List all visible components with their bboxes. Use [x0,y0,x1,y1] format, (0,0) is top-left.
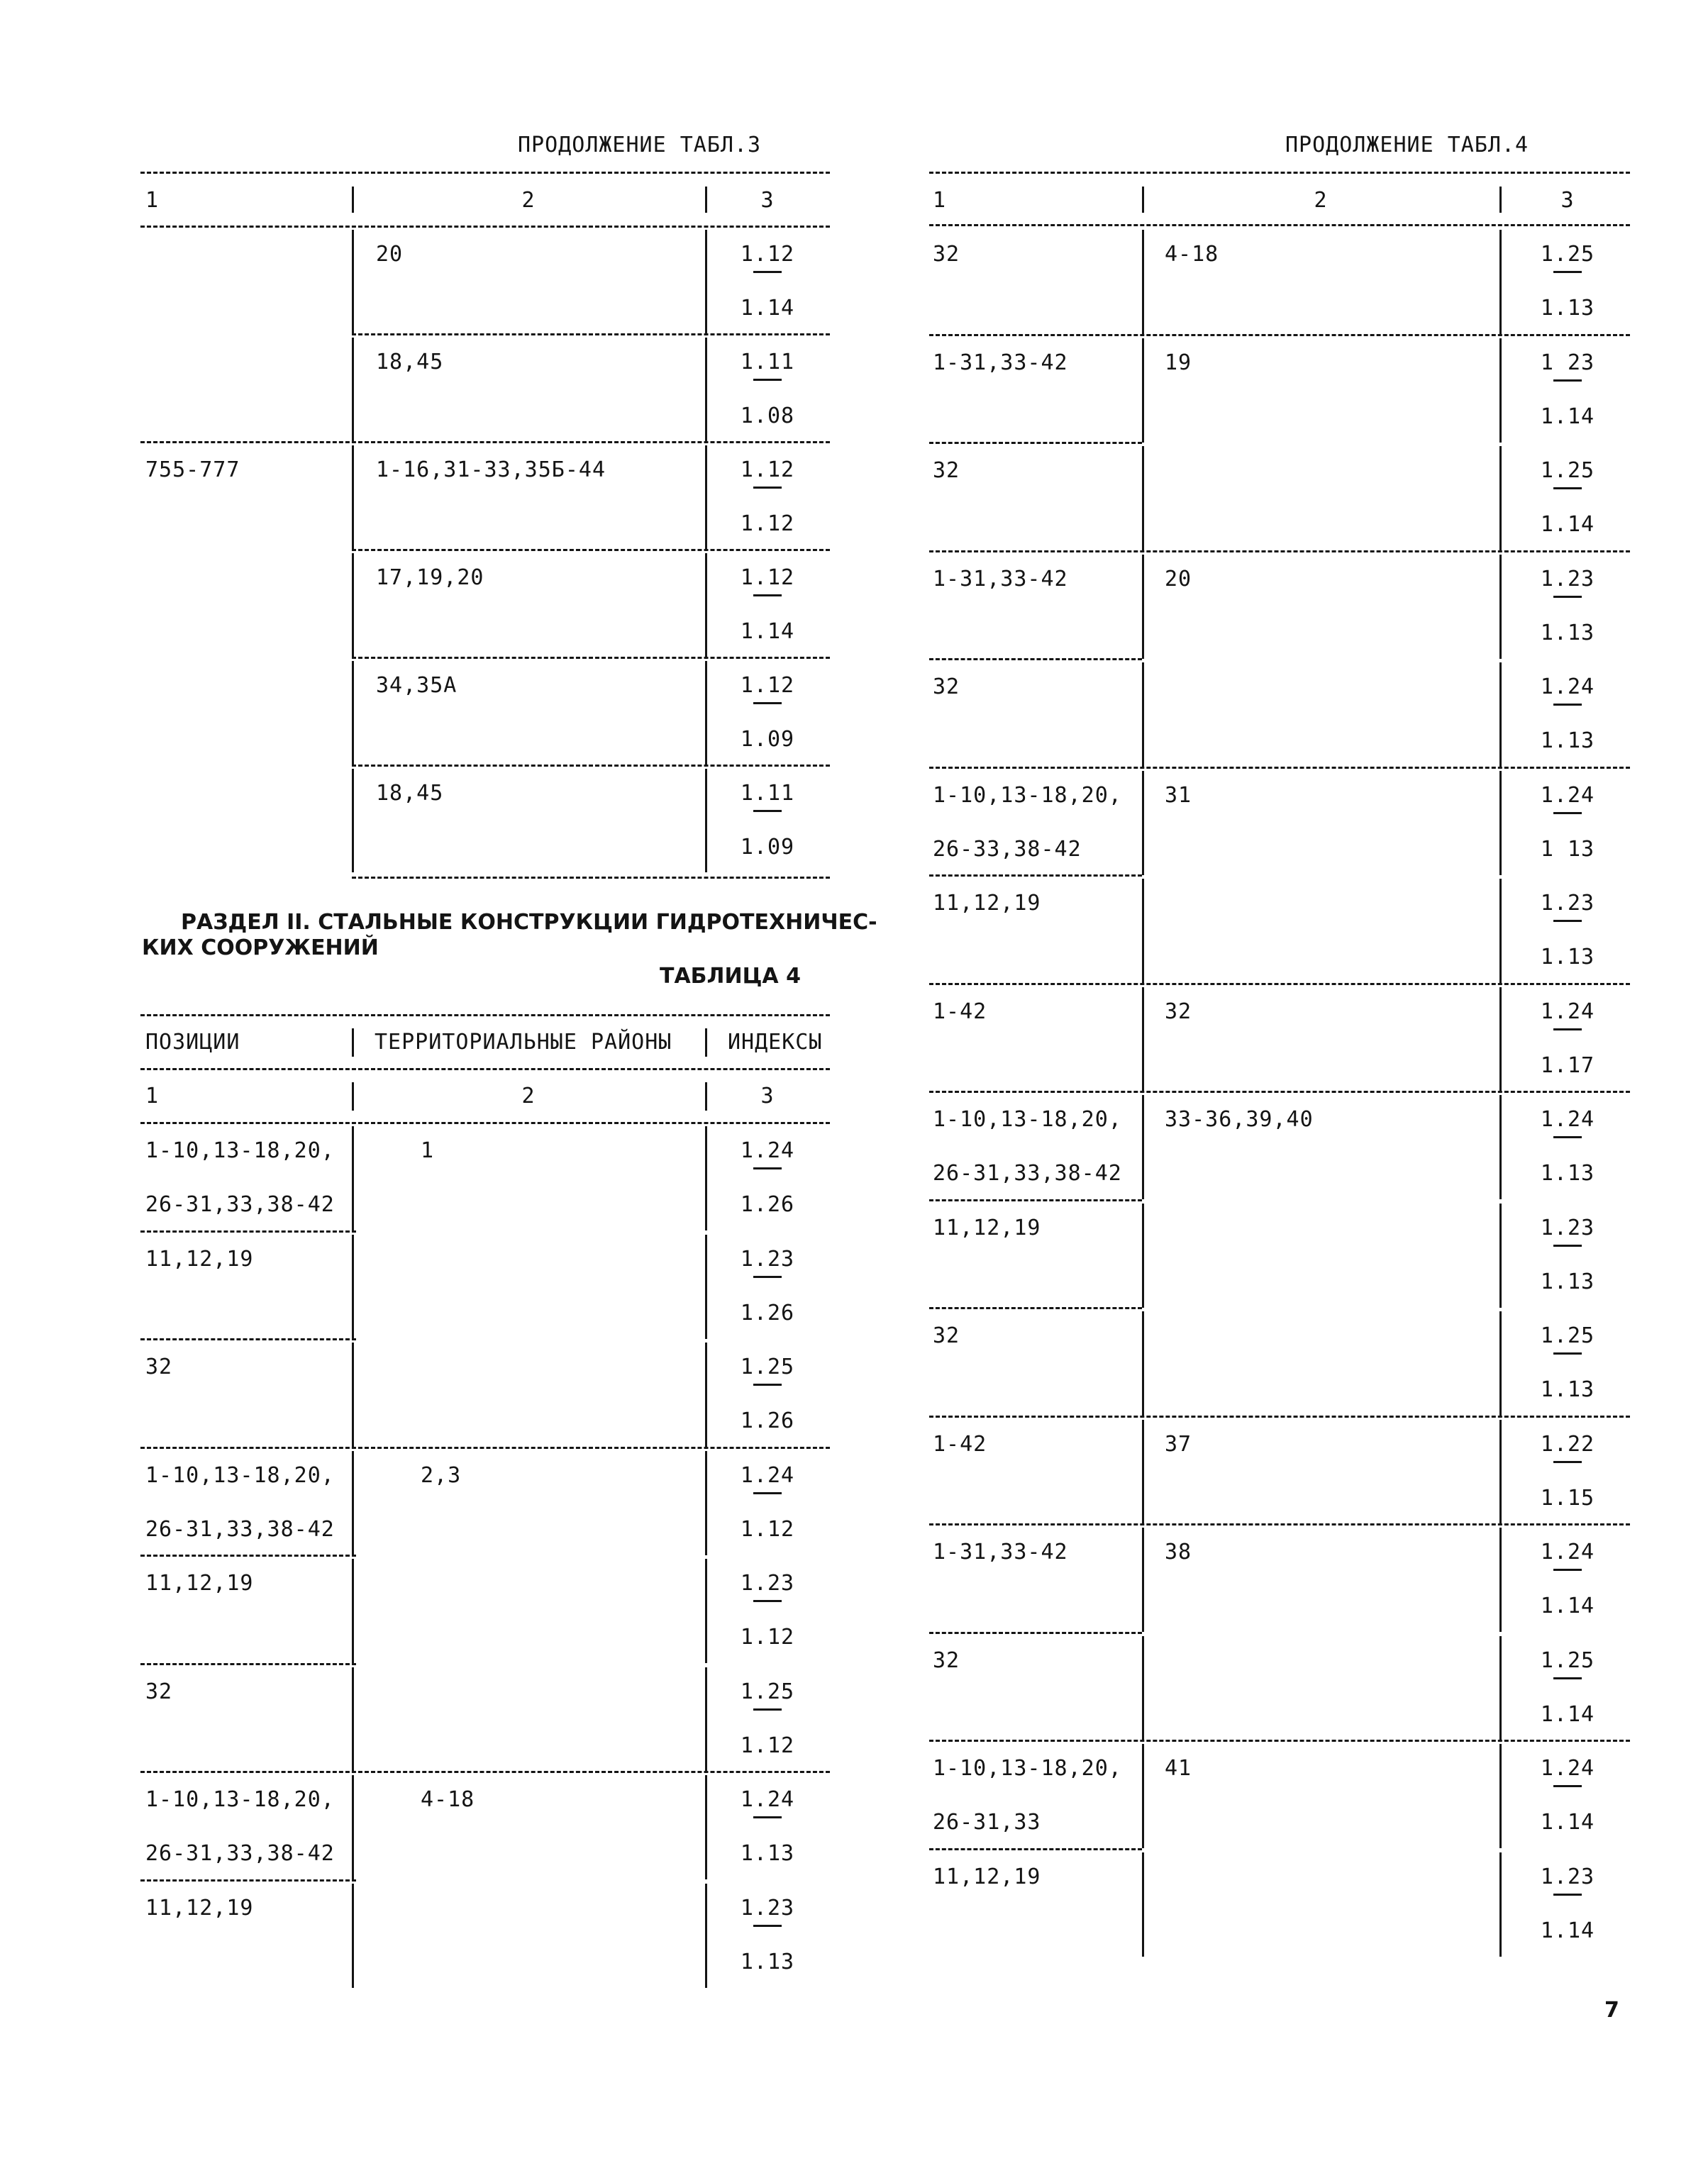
table3-region: 18,45 [376,350,444,374]
dashed-rule [929,658,1142,660]
dashed-rule [929,224,1630,226]
column-divider [1142,338,1144,443]
table4-index-top: 1.25 [740,1355,795,1379]
table4-index-top: 1.23 [740,1247,795,1272]
fraction-bar [1553,1028,1582,1030]
table4-index-top: 1.24 [740,1787,795,1812]
table4-region: 2,3 [421,1463,462,1488]
dashed-rule [929,983,1630,985]
dashed-rule [929,550,1630,552]
column-divider [352,769,354,872]
table3-index-top: 1.12 [740,565,795,590]
fraction-bar [1553,487,1582,489]
table3-position: 755-777 [145,457,240,482]
table4-position: 11,12,19 [145,1571,254,1596]
fraction-bar [753,594,782,596]
column-divider [1142,662,1144,767]
dashed-rule [929,767,1630,769]
table3-index-bottom: 1.12 [740,511,795,536]
fraction-bar [1553,596,1582,598]
dashed-rule [140,441,830,443]
table4-position: 1-10,13-18,20, [933,1107,1122,1132]
table4-index-top: 1.23 [1540,891,1595,916]
column-divider [1142,1420,1144,1524]
column-divider [1142,1528,1144,1632]
fraction-bar [1553,704,1582,706]
table3-region: 20 [376,242,404,267]
column-divider [352,1126,354,1230]
dashed-rule [140,1338,356,1340]
table4-index-top: 1.23 [740,1896,795,1921]
table4-index-bottom: 1.13 [1540,621,1595,645]
column-header-indices: ИНДЕКСЫ [728,1030,823,1055]
dashed-rule [352,765,830,767]
table4-index-top: 1.24 [1540,1107,1595,1132]
fraction-bar [753,1925,782,1927]
table4-position: 32 [933,674,960,699]
dashed-rule [929,1091,1630,1093]
dashed-rule [929,1199,1142,1201]
fraction-bar [1553,1352,1582,1355]
column-divider [705,1028,707,1057]
table4-position: 32 [933,1323,960,1348]
dashed-rule [352,657,830,659]
table4-index-bottom: 1.26 [740,1192,795,1217]
table4-position: 11,12,19 [933,891,1041,916]
column-divider [352,553,354,657]
table4-index-bottom: 1.13 [1540,1161,1595,1186]
table3-region: 34,35А [376,673,458,698]
table4-index-bottom: 1.12 [740,1517,795,1542]
dashed-rule [352,549,830,551]
column-divider [352,445,354,549]
fraction-bar [1553,1894,1582,1896]
table4-index-bottom: 1.14 [1540,1594,1595,1618]
table4-region: 31 [1165,783,1192,808]
table4-position: 32 [933,242,960,267]
table4-position: 1-31,33-42 [933,567,1068,591]
table4-position-cont: 26-31,33 [933,1810,1041,1835]
table4-position: 1-42 [933,1432,987,1457]
column-divider [1142,555,1144,659]
column-header-positions: ПОЗИЦИИ [145,1030,240,1055]
table3-index-top: 1.12 [740,673,795,698]
table4-index-bottom: 1.15 [1540,1486,1595,1511]
dashed-rule [140,1879,356,1882]
column-divider [352,1667,354,1772]
dashed-rule [140,1447,830,1449]
table4-region: 4-18 [1165,242,1219,267]
right-continuation-header: ПРОДОЛЖЕНИЕ ТАБЛ.4 [1285,133,1529,157]
col-number-1: 1 [933,188,947,213]
dashed-rule [140,172,830,174]
fraction-bar [753,1276,782,1278]
page-number: 7 [1604,1998,1619,2023]
fraction-bar [1553,271,1582,273]
table4-position-cont: 26-31,33,38-42 [145,1517,335,1542]
fraction-bar [1553,920,1582,922]
col-number-3: 3 [1560,188,1575,213]
table4-index-bottom: 1.13 [740,1841,795,1866]
table-4-title: ТАБЛИЦА 4 [660,964,801,989]
column-divider [1142,1852,1144,1957]
dashed-rule [140,226,830,228]
column-divider [1142,1744,1144,1848]
table4-region: 20 [1165,567,1192,591]
dashed-rule [929,334,1630,336]
table3-index-bottom: 1.09 [740,835,795,860]
dashed-rule [929,442,1142,444]
fraction-bar [1553,1785,1582,1787]
table4-index-top: 1.23 [740,1571,795,1596]
table4-index-bottom: 1.14 [1540,1918,1595,1943]
column-divider [1142,1636,1144,1740]
fraction-bar [753,271,782,273]
table3-index-bottom: 1.09 [740,727,795,752]
fraction-bar [753,379,782,381]
table4-index-bottom: 1.12 [740,1733,795,1758]
fraction-bar [753,702,782,704]
column-divider [352,661,354,765]
column-divider [1142,1311,1144,1416]
table4-index-bottom: 1.26 [740,1408,795,1433]
column-divider [352,1028,354,1057]
table4-index-top: 1.25 [740,1679,795,1704]
table3-index-bottom: 1.08 [740,404,795,428]
fraction-bar [753,1167,782,1169]
table4-region: 37 [1165,1432,1192,1457]
table4-position: 1-10,13-18,20, [933,783,1122,808]
table4-position-cont: 26-31,33,38-42 [145,1841,335,1866]
table4-position: 1-10,13-18,20, [933,1756,1122,1781]
column-divider [1142,987,1144,1091]
table4-region: 19 [1165,350,1192,375]
table4-index-bottom: 1.13 [1540,296,1595,321]
col-number-2: 2 [1314,188,1328,213]
table4-index-top: 1 23 [1540,350,1595,375]
table4-region: 4-18 [421,1787,475,1812]
table4-index-top: 1.24 [1540,1756,1595,1781]
table4-position: 1-10,13-18,20, [145,1463,335,1488]
table4-index-top: 1.23 [1540,1216,1595,1240]
table4-index-bottom: 1.14 [1540,512,1595,537]
column-divider [352,1235,354,1339]
column-divider [352,338,354,441]
table3-index-bottom: 1.14 [740,296,795,321]
dashed-rule [929,1416,1630,1418]
table4-index-bottom: 1.14 [1540,1810,1595,1835]
dashed-rule [929,1632,1142,1634]
table3-region: 18,45 [376,781,444,806]
table4-region: 1 [421,1138,435,1163]
fraction-bar [1553,379,1582,382]
table4-index-bottom: 1.13 [1540,1269,1595,1294]
table4-index-top: 1.24 [1540,1540,1595,1565]
table4-position: 11,12,19 [145,1247,254,1272]
table4-position: 11,12,19 [933,1864,1041,1889]
table4-index-top: 1.22 [1540,1432,1595,1457]
dashed-rule [140,1555,356,1557]
table4-index-top: 1.25 [1540,1648,1595,1673]
table4-position: 32 [933,1648,960,1673]
table4-index-top: 1.24 [1540,674,1595,699]
fraction-bar [753,1600,782,1602]
table4-index-top: 1.24 [740,1463,795,1488]
table4-index-bottom: 1.13 [1540,945,1595,969]
dashed-rule [140,1068,830,1070]
fraction-bar [1553,1569,1582,1571]
table4-index-bottom: 1.14 [1540,1702,1595,1727]
fraction-bar [1553,812,1582,814]
dashed-rule [140,1663,356,1665]
dashed-rule [140,1771,830,1773]
table4-position: 1-31,33-42 [933,1540,1068,1565]
table4-position: 1-31,33-42 [933,350,1068,375]
table3-index-top: 1.11 [740,350,795,374]
fraction-bar [753,1708,782,1711]
column-divider [1142,230,1144,334]
fraction-bar [1553,1461,1582,1463]
table4-index-bottom: 1.26 [740,1301,795,1326]
table3-region: 17,19,20 [376,565,484,590]
col-number-3: 3 [760,188,775,213]
table4-index-bottom: 1.13 [740,1950,795,1974]
table4-position-cont: 26-31,33,38-42 [145,1192,335,1217]
table4-position: 32 [145,1355,173,1379]
fraction-bar [1553,1245,1582,1247]
dashed-rule [929,1307,1142,1309]
fraction-bar [753,1816,782,1818]
table4-position: 1-10,13-18,20, [145,1787,335,1812]
dashed-rule [352,877,830,879]
column-divider [352,1343,354,1447]
table4-position: 1-10,13-18,20, [145,1138,335,1163]
column-divider [352,1884,354,1988]
table3-region: 1-16,31-33,35Б-44 [376,457,606,482]
table4-index-bottom: 1.13 [1540,1377,1595,1402]
column-divider [352,1451,354,1555]
fraction-bar [753,487,782,489]
table4-position-cont: 26-33,38-42 [933,837,1082,862]
column-divider [352,1775,354,1879]
column-divider [1142,771,1144,875]
table4-index-top: 1.24 [1540,783,1595,808]
col-number-1: 1 [145,1084,160,1108]
table4-region: 41 [1165,1756,1192,1781]
dashed-rule [929,1848,1142,1850]
fraction-bar [753,1384,782,1386]
table4-position-cont: 26-31,33,38-42 [933,1161,1122,1186]
left-continuation-header: ПРОДОЛЖЕНИЕ ТАБЛ.3 [518,133,762,157]
dashed-rule [140,1230,356,1233]
table4-position: 11,12,19 [145,1896,254,1921]
table4-region: 32 [1165,999,1192,1024]
section-title-line-1: РАЗДЕЛ II. СТАЛЬНЫЕ КОНСТРУКЦИИ ГИДРОТЕХНИЧЕС- [181,910,877,935]
table4-index-top: 1.23 [1540,1864,1595,1889]
dashed-rule [140,1014,830,1016]
dashed-rule [352,333,830,335]
table4-index-bottom: 1.14 [1540,404,1595,429]
fraction-bar [753,1492,782,1494]
table3-index-top: 1.12 [740,457,795,482]
column-divider [352,1559,354,1663]
fraction-bar [753,810,782,812]
table4-index-bottom: 1.12 [740,1625,795,1650]
section-title-line-2: КИХ СООРУЖЕНИЙ [142,935,379,960]
col-number-3: 3 [760,1084,775,1108]
table4-region: 38 [1165,1540,1192,1565]
table3-index-bottom: 1.14 [740,619,795,644]
table4-index-bottom: 1.17 [1540,1053,1595,1078]
column-divider [1142,1095,1144,1199]
dashed-rule [929,874,1142,877]
dashed-rule [929,172,1630,174]
table4-index-top: 1.25 [1540,242,1595,267]
column-header-regions: ТЕРРИТОРИАЛЬНЫЕ РАЙОНЫ [375,1030,672,1055]
col-number-2: 2 [521,1084,536,1108]
table4-index-bottom: 1 13 [1540,837,1595,862]
table4-position: 1-42 [933,999,987,1024]
table4-position: 32 [145,1679,173,1704]
column-divider [352,230,354,333]
column-divider [1142,446,1144,550]
table4-region: 33-36,39,40 [1165,1107,1314,1132]
fraction-bar [1553,1677,1582,1679]
table3-index-top: 1.11 [740,781,795,806]
column-divider [1142,1204,1144,1308]
table4-index-bottom: 1.13 [1540,728,1595,753]
dashed-rule [140,1122,830,1124]
dashed-rule [929,1740,1630,1742]
table4-index-top: 1.25 [1540,458,1595,483]
dashed-rule [929,1523,1630,1525]
table3-index-top: 1.12 [740,242,795,267]
col-number-1: 1 [145,188,160,213]
col-number-2: 2 [521,188,536,213]
table4-position: 32 [933,458,960,483]
table4-index-top: 1.23 [1540,567,1595,591]
table4-position: 11,12,19 [933,1216,1041,1240]
table4-index-top: 1.24 [740,1138,795,1163]
table4-index-top: 1.24 [1540,999,1595,1024]
fraction-bar [1553,1136,1582,1138]
table4-index-top: 1.25 [1540,1323,1595,1348]
column-divider [1142,879,1144,983]
